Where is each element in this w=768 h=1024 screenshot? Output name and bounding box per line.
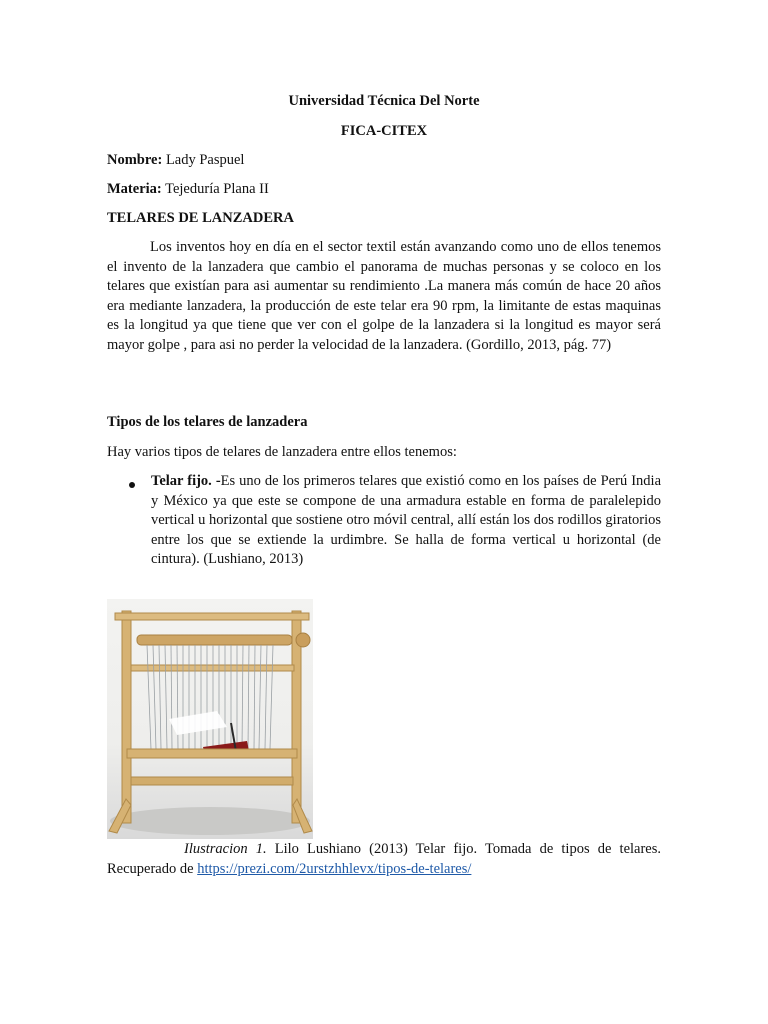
subject-label: Materia: — [107, 181, 162, 197]
heddle-bar — [131, 665, 294, 671]
university-title: Universidad Técnica Del Norte — [288, 93, 480, 109]
floor-shadow — [110, 807, 310, 835]
caption-text: Lilo Lushiano (2013) Telar fijo. Tomada de tipos de telares. Recuperado de — [107, 841, 661, 877]
name-line — [107, 152, 244, 169]
roller-knob — [296, 633, 310, 647]
bullet-term: Telar fijo. - — [151, 473, 221, 489]
warp-roller — [137, 635, 292, 645]
intro-paragraph-text: Los inventos hoy en día en el sector textil están avanzando como uno de ellos tenemos el invento de la lanzadera que cambio el panorama de muchas personas y se coloco en los telares que existían para asi aumentar su rendimiento .La manera más común de hace 20 años era mediante lanzadera, la producción de este telar era 90 rpm, la limitante de estas maquinas es la longitud ya que tiene que ver con el golpe de la lanzadera si la longitud es mayor será mayor golpe , para asi no perder la velocidad de la lanzadera. (Gordillo, 2013, pág. 77) — [107, 239, 661, 353]
subsection-title: Tipos de los telares de lanzadera — [107, 414, 308, 430]
faculty-title: FICA-CITEX — [340, 123, 428, 139]
loom-photo — [107, 599, 313, 839]
warp-threads — [147, 645, 273, 749]
breast-beam — [127, 749, 297, 758]
intro-paragraph — [107, 238, 661, 356]
figure-caption — [107, 839, 661, 879]
lower-crossbar — [131, 777, 293, 785]
loom-illustration — [107, 599, 313, 839]
caption-label: Ilustracion 1. — [184, 841, 267, 857]
section-title: TELARES DE LANZADERA — [107, 210, 294, 226]
left-upright — [122, 611, 131, 823]
source-link[interactable]: https://prezi.com/2urstzhhlevx/tipos-de-telares/ — [197, 861, 472, 877]
name-label: Nombre: — [107, 152, 163, 168]
bullet-description: Es uno de los primeros telares que existió como en los países de Perú India y México ya que este se compone de una armadura estable en forma de paralelepido vertical u horizontal que sostiene otro móvil central, allí están los dos rodillos giratorios entre los que se extiende la urdimbre. Se halla de forma vertical u horizontal (de cintura). (Lushiano, 2013) — [151, 473, 661, 568]
subsection-intro: Hay varios tipos de telares de lanzadera entre ellos tenemos: — [107, 444, 457, 460]
top-beam — [115, 613, 309, 620]
bullet-item-telar-fijo — [151, 472, 661, 570]
subject-value: Tejeduría Plana II — [165, 181, 269, 197]
subject-line — [107, 181, 269, 198]
name-value: Lady Paspuel — [165, 152, 245, 168]
bullet-icon — [129, 482, 135, 488]
